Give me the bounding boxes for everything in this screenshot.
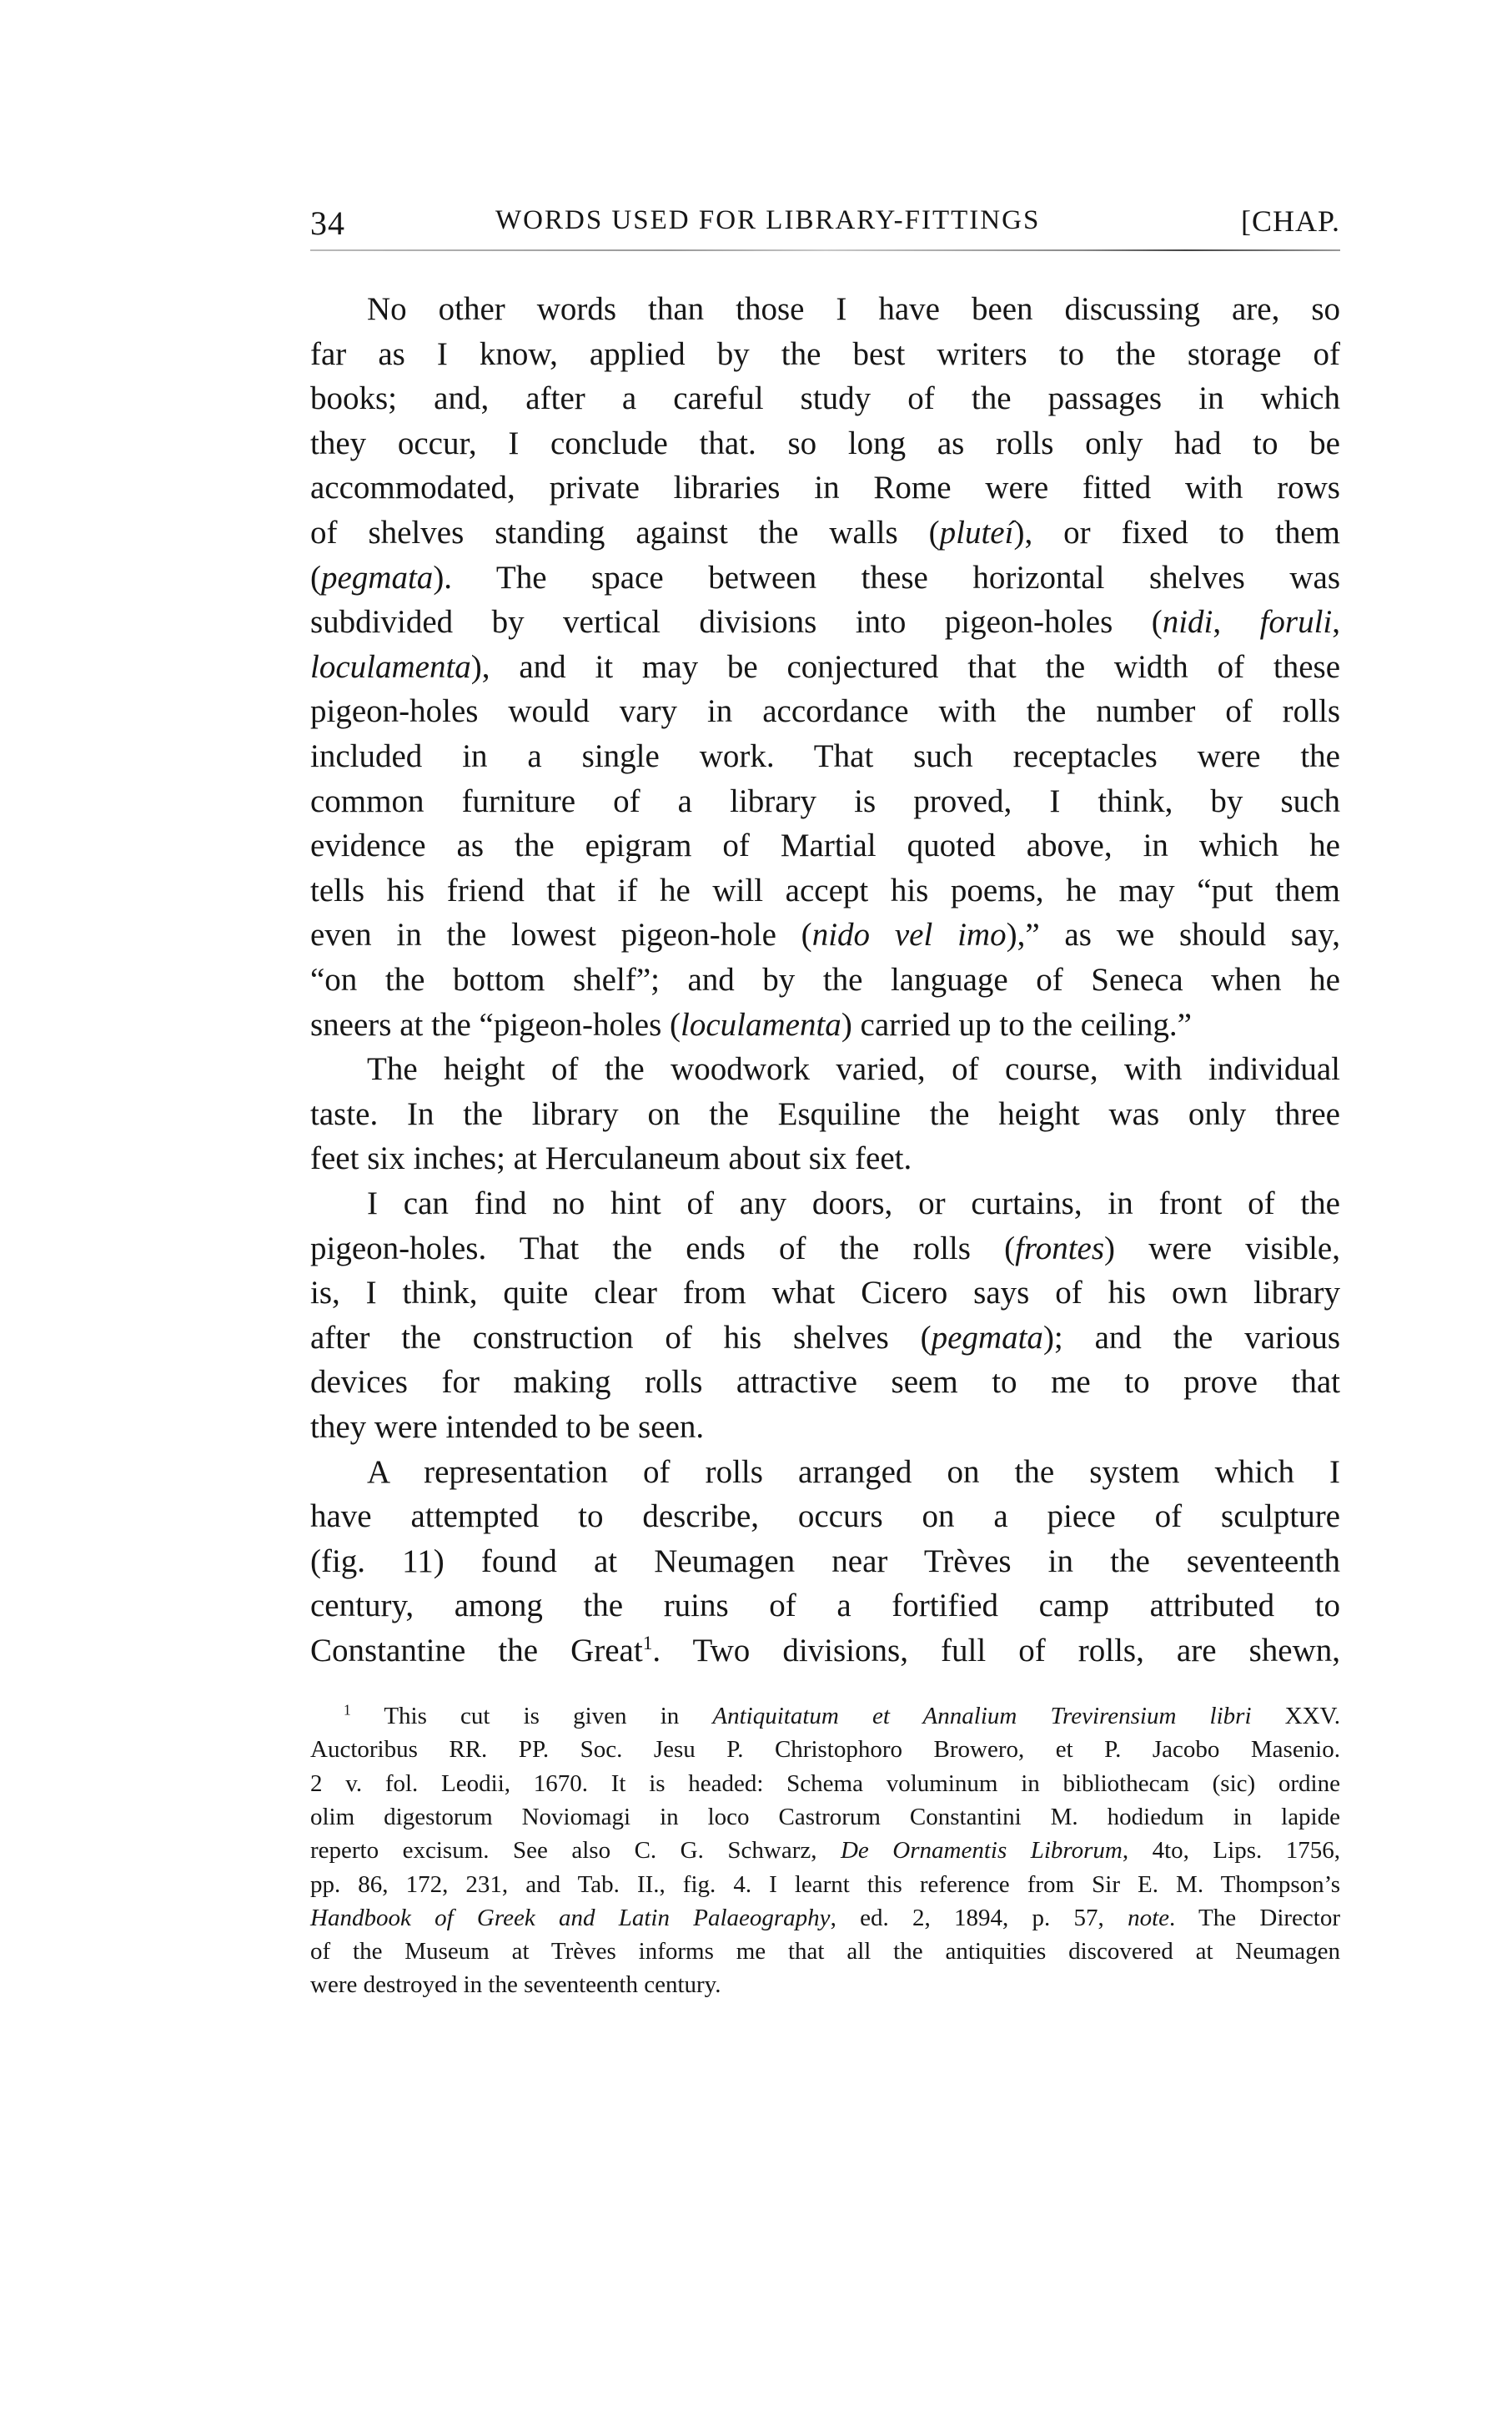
text-line: feet six inches; at Herculaneum about six feet. (310, 1140, 912, 1177)
text-line: they occur, I conclude that. so long as rolls only had to be (310, 425, 1340, 461)
text-line: devices for making rolls attractive seem to me to prove that (310, 1364, 1340, 1401)
text-line: even in the lowest pigeon-hole (nido vel imo),” as we should say, (310, 917, 1340, 954)
text-line: I can find no hint of any doors, or curtains, in front of the (367, 1185, 1340, 1221)
header-rule (310, 249, 1340, 251)
italic-term: Antiquitatum et Annalium Trevirensium libri (712, 1703, 1252, 1729)
footnote-line: were destroyed in the seventeenth century. (310, 1971, 721, 1999)
italic-term: nido vel imo (811, 917, 1007, 954)
italic-term: frontes (1015, 1230, 1105, 1266)
running-head-title: WORDS USED FOR LIBRARY-FITTINGS (495, 205, 1041, 235)
text-line: sneers at the “pigeon-holes (loculamenta) carried up to the ceiling.” (310, 1006, 1192, 1043)
chapter-marker: [CHAP. (1240, 204, 1340, 238)
italic-term: loculamenta (681, 1006, 841, 1043)
text-line: of shelves standing against the walls (pluteí), or fixed to them (310, 515, 1340, 551)
footnote-reference: 1 (642, 1633, 653, 1654)
text-line: after the construction of his shelves (pegmata); and the various (310, 1319, 1340, 1356)
footnote-line: Auctoribus RR. PP. Soc. Jesu P. Christophoro Browero, et P. Jacobo Masenio. (310, 1736, 1340, 1764)
text-line: Constantine the Great$^1$. Two divisions, full of rolls, are shewn, (310, 1633, 1340, 1668)
footnote-line: Handbook of Greek and Latin Palaeography, ed. 2, 1894, p. 57, note. The Director (310, 1904, 1341, 1931)
footnote-line: pp. 86, 172, 231, and Tab. II., fig. 4. I learnt this reference from Sir E. M. Thompson’s (310, 1870, 1340, 1898)
text-line: The height of the woodwork varied, of course, with individual (367, 1051, 1340, 1088)
italic-term: pluteí (939, 515, 1014, 551)
footnote-line: 2 v. fol. Leodii, 1670. It is headed: Schema voluminum in bibliothecam (sic) ordine (310, 1769, 1340, 1797)
text-line: pigeon-holes. That the ends of the rolls (frontes) were visible, (310, 1230, 1340, 1266)
footnote-reference: 1 (344, 1701, 351, 1719)
italic-term: pegmata (931, 1319, 1043, 1356)
text-line: books; and, after a careful study of the passages in which (310, 380, 1340, 417)
text-line: common furniture of a library is proved, I think, by such (310, 783, 1340, 819)
text-line: (pegmata). The space between these horizontal shelves was (310, 559, 1340, 596)
text-line: pigeon-holes would vary in accordance with the number of rolls (310, 693, 1340, 730)
italic-term: De Ornamentis Librorum (840, 1837, 1123, 1865)
text-line: century, among the ruins of a fortified camp attributed to (310, 1588, 1340, 1624)
text-line: tells his friend that if he will accept his poems, he may “put them (310, 872, 1340, 908)
text-line: far as I know, applied by the best writers to the storage of (310, 335, 1340, 372)
text-line: have attempted to describe, occurs on a piece of sculpture (310, 1498, 1340, 1535)
text-line: accommodated, private libraries in Rome were fitted with rows (310, 470, 1340, 506)
text-line: loculamenta), and it may be conjectured that the width of these (310, 648, 1340, 685)
text-line: is, I think, quite clear from what Cicero says of his own library (310, 1275, 1340, 1311)
italic-term: pegmata (321, 559, 434, 596)
text-line: evidence as the epigram of Martial quoted above, in which he (310, 828, 1340, 864)
footnote-line: $^1$ This cut is given in Antiquitatum et Annalium Trevirensium libri XXV. (344, 1701, 1340, 1729)
italic-term: Handbook of Greek and Latin Palaeography (310, 1904, 831, 1931)
italic-term: nidi (1162, 604, 1213, 641)
text-line: No other words than those I have been discussing are, so (367, 291, 1340, 327)
footnote-line: reperto excisum. See also C. G. Schwarz, De Ornamentis Librorum, 4to, Lips. 1756, (310, 1837, 1340, 1865)
text-line: “on the bottom shelf”; and by the language of Seneca when he (310, 962, 1340, 998)
text-line: taste. In the library on the Esquiline the height was only three (310, 1095, 1340, 1132)
text-line: they were intended to be seen. (310, 1409, 705, 1445)
running-head (310, 204, 1340, 242)
footnote-line: of the Museum at Trèves informs me that all the antiquities discovered at Neumagen (310, 1938, 1340, 1965)
italic-term: loculamenta (310, 648, 471, 685)
text-line: (fig. 11) found at Neumagen near Trèves in the seventeenth (310, 1543, 1340, 1579)
italic-term: note (1128, 1904, 1170, 1931)
italic-term: foruli (1259, 604, 1333, 641)
page-number: 34 (310, 204, 345, 242)
text-line: included in a single work. That such receptacles were the (310, 738, 1340, 774)
text-line: A representation of rolls arranged on the system which I (367, 1453, 1340, 1490)
footnote-line: olim digestorum Noviomagi in loco Castrorum Constantini M. hodiedum in lapide (310, 1803, 1340, 1830)
text-line: subdivided by vertical divisions into pigeon-holes (nidi, foruli, (310, 604, 1341, 641)
